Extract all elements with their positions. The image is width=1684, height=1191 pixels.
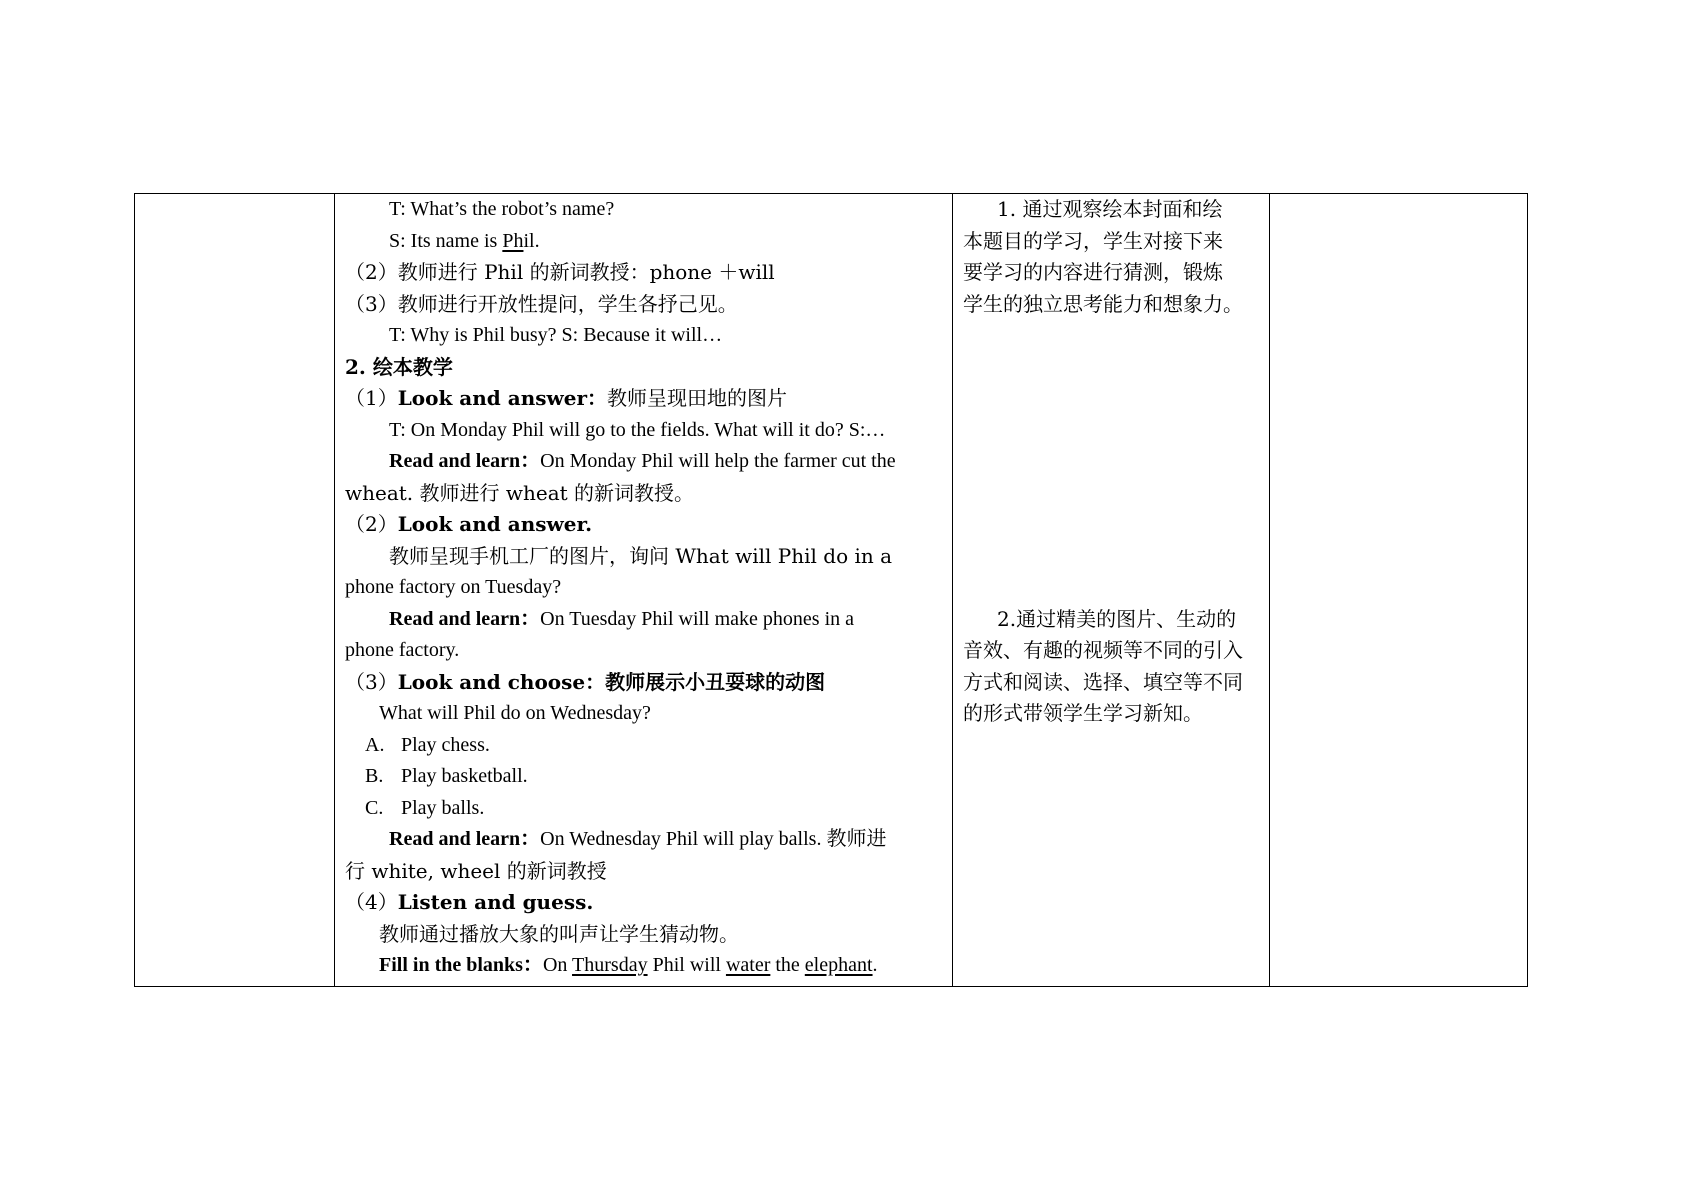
intent-1-line: 学生的独立思考能力和想象力。: [963, 292, 1243, 316]
dialog-line: S: Its name is Phil.: [389, 230, 540, 252]
intent-2-line: 音效、有趣的视频等不同的引入: [963, 638, 1243, 662]
intent-2-line: 2.通过精美的图片、生动的: [997, 607, 1237, 631]
lesson-plan-table: [134, 193, 1528, 987]
text-line: 教师呈现手机工厂的图片，询问 What will Phil do in a: [389, 544, 893, 568]
section-heading: 2. 绘本教学: [345, 355, 453, 379]
dialog-line: T: What’s the robot’s name?: [389, 198, 615, 220]
option-b: B. Play basketball.: [365, 765, 528, 787]
text-line: phone factory.: [345, 639, 460, 661]
text-line: 教师通过播放大象的叫声让学生猜动物。: [379, 922, 739, 946]
step-line: （4）Listen and guess.: [345, 890, 594, 914]
text-line: phone factory on Tuesday?: [345, 576, 562, 598]
intent-1-line: 本题目的学习，学生对接下来: [963, 229, 1223, 253]
column-1-cell: [135, 194, 334, 986]
step-line: （1）Look and answer：教师呈现田地的图片: [345, 386, 787, 410]
fill-in-blanks-line: Fill in the blanks：On Thursday Phil will water the elephant.: [379, 954, 878, 976]
read-and-learn-line: Read and learn：On Monday Phil will help the farmer cut the: [389, 450, 896, 472]
intent-1-line: 要学习的内容进行猜测，锻炼: [963, 260, 1223, 284]
step-line: （2）Look and answer.: [345, 512, 593, 536]
option-a: A. Play chess.: [365, 734, 490, 756]
intent-2-line: 方式和阅读、选择、填空等不同: [963, 670, 1243, 694]
question-line: What will Phil do on Wednesday?: [379, 702, 651, 724]
dialog-line: T: Why is Phil busy? S: Because it will…: [389, 324, 723, 346]
step-line: （2）教师进行 Phil 的新词教授：phone ＋will: [345, 260, 775, 284]
option-c: C. Play balls.: [365, 797, 485, 819]
design-intent-cell: [953, 194, 1269, 986]
intent-2-line: 的形式带领学生学习新知。: [963, 701, 1203, 725]
text-line: wheat. 教师进行 wheat 的新词教授。: [345, 481, 695, 505]
step-line: （3）教师进行开放性提问，学生各抒己见。: [345, 292, 738, 316]
read-and-learn-line: Read and learn：On Wednesday Phil will play balls. 教师进: [389, 828, 887, 850]
column-4-cell: [1270, 194, 1527, 986]
read-and-learn-line: Read and learn：On Tuesday Phil will make phones in a: [389, 608, 855, 630]
intent-1-line: 1. 通过观察绘本封面和绘: [997, 197, 1223, 221]
text-line: 行 white, wheel 的新词教授: [345, 859, 607, 883]
teaching-process-cell: [335, 194, 952, 986]
step-line: （3）Look and choose：教师展示小丑耍球的动图: [345, 670, 826, 694]
dialog-line: T: On Monday Phil will go to the fields. What will it do? S:…: [389, 419, 886, 441]
